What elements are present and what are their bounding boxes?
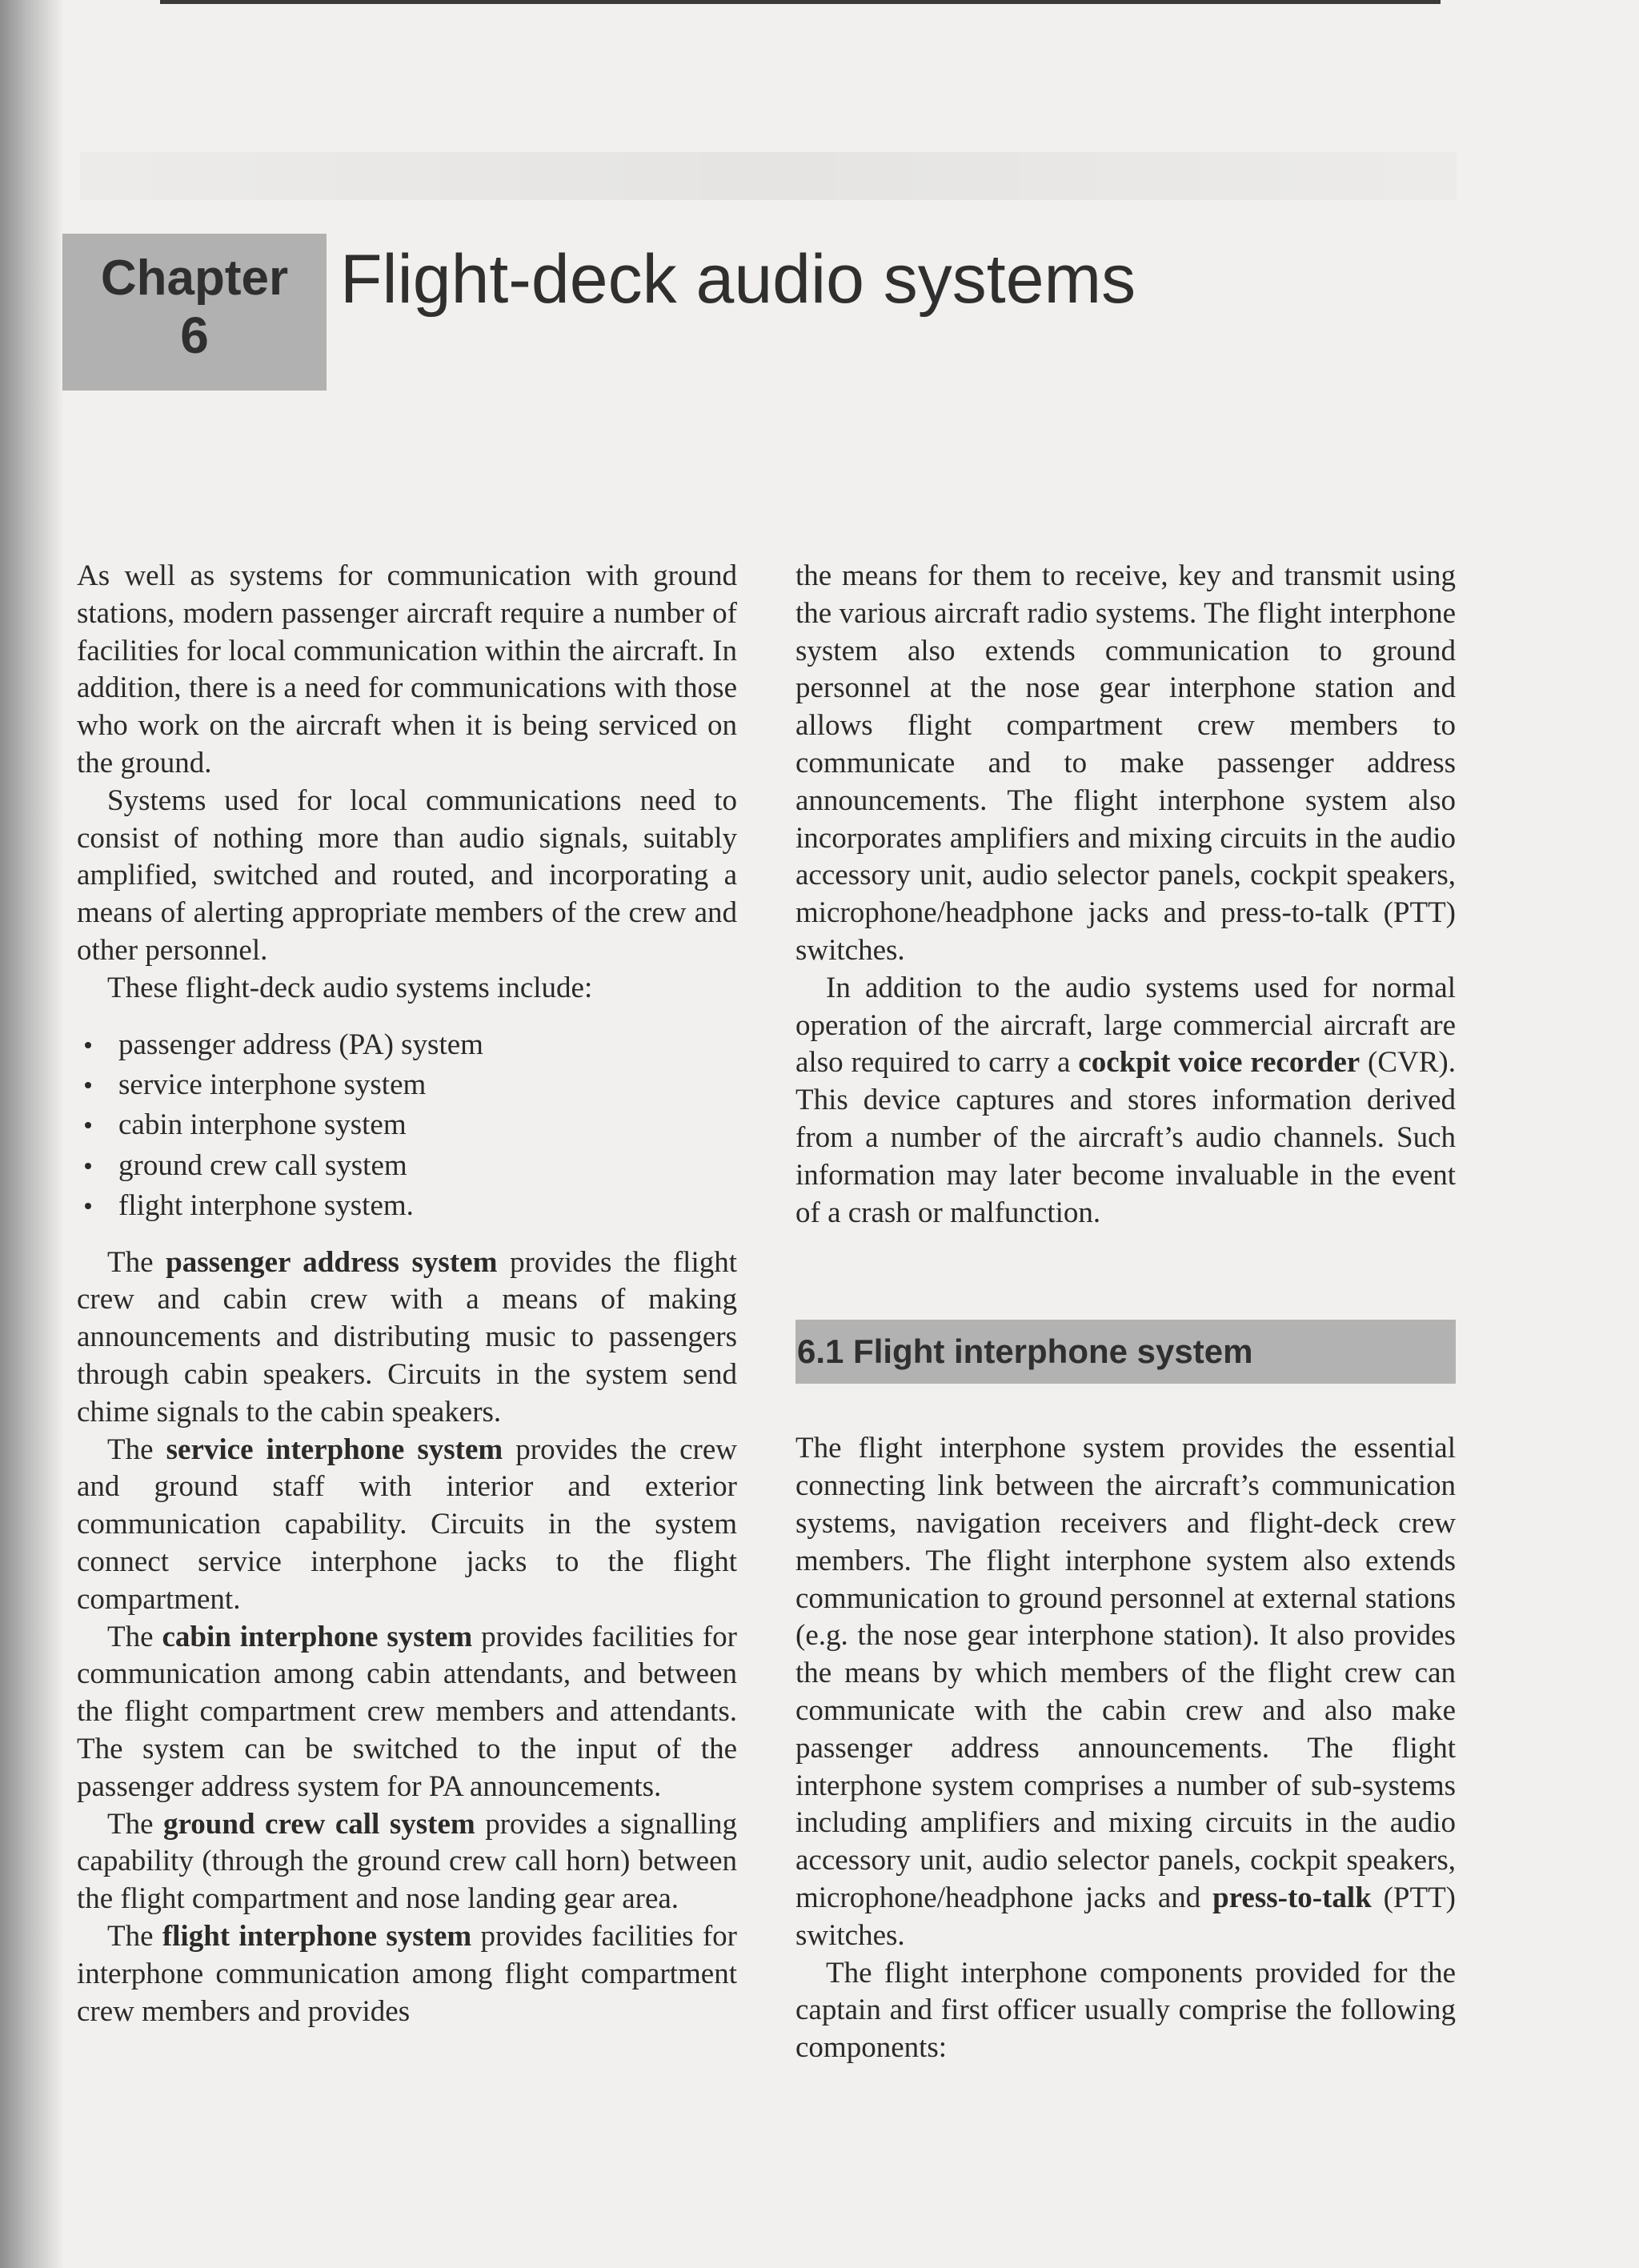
chapter-label-box	[62, 234, 327, 391]
systems-list-intro: These flight-deck audio systems include:	[107, 971, 593, 1004]
flight-term: flight interphone system	[162, 1919, 472, 1953]
cabin-post: provides facilities for communication among cabin attendants, and between the flight compartment crew members and attendants. The system can be switched to the input of the passenger address system for PA announcements.	[77, 1620, 738, 1803]
ptt-term: press-to-talk	[1212, 1881, 1372, 1914]
ground-post: provides a signalling capability (through the ground crew call horn) between the flight compartment and nose landing gear area.	[77, 1807, 737, 1916]
chapter-title: Flight-deck audio systems	[340, 241, 1136, 318]
service-interphone-paragraph	[77, 1432, 737, 1619]
left-column	[77, 558, 737, 2030]
ground-crew-call-paragraph	[77, 1806, 737, 1918]
intro-paragraph: As well as systems for communication with ground stations, modern passenger aircraft require a number of facilities for local communication within the aircraft. In addition, there is a need for communications with those who work on the aircraft when it is being serviced on the ground.	[77, 559, 737, 779]
cabin-pre: The	[107, 1620, 162, 1653]
ground-pre: The	[107, 1807, 164, 1841]
chapter-word: Chapter	[100, 250, 289, 306]
cvr-post: (CVR). This device captures and stores information derived from a number of the aircraft’s audio channels. Such information may later become invaluable in the event of a crash or malfunction.	[795, 1046, 1456, 1229]
pa-post: provides the flight crew and cabin crew with a means of making announcements and distributing music to passengers through cabin speakers. Circuits in the system send chime signals to the cabin speakers.	[77, 1245, 738, 1429]
section-text: The flight interphone system provides the essential connecting link between the aircraft’s communication systems, navigation receivers and flight-deck crew members. The flight interphone system also extends communication to ground personnel at external stations (e.g. the nose gear interphone station). It also provides the means by which members of the flight crew can communicate with the cabin crew and also make passenger address announcements. The flight interphone system comprises a number of sub-systems including amplifiers and mixing circuits in the audio accessory unit, audio selector panels, cockpit speakers, microphone/headphone jacks and	[795, 1432, 1456, 1914]
flight-pre: The	[107, 1919, 162, 1953]
show-through-header	[80, 152, 1457, 200]
service-pre: The	[107, 1433, 166, 1466]
right-column	[795, 558, 1456, 2067]
cvr-paragraph	[795, 970, 1456, 1232]
section-paragraph	[795, 1430, 1456, 1954]
list-item: ground crew call system	[77, 1146, 737, 1186]
ground-term: ground crew call system	[163, 1807, 475, 1841]
cabin-term: cabin interphone system	[162, 1620, 473, 1653]
scan-edge-shadow	[0, 0, 64, 2268]
chapter-number: 6	[180, 307, 209, 364]
pa-system-paragraph	[77, 1244, 737, 1432]
section-post: (PTT) switches.	[795, 1881, 1456, 1952]
section-heading	[795, 1320, 1456, 1384]
service-term: service interphone system	[166, 1433, 503, 1466]
systems-bullet-list	[77, 1025, 737, 1227]
pa-term: passenger address system	[166, 1245, 498, 1279]
list-item: cabin interphone system	[77, 1105, 737, 1145]
cvr-term: cockpit voice recorder	[1078, 1046, 1360, 1080]
cabin-interphone-paragraph	[77, 1619, 737, 1806]
cvr-pre: In addition to the audio systems used for normal operation of the aircraft, large commercial aircraft are also required to carry a	[795, 971, 1456, 1080]
flight-interphone-paragraph	[77, 1918, 737, 2030]
flight-post: provides facilities for interphone communication among flight compartment crew members and provides	[77, 1919, 737, 2028]
list-item: flight interphone system.	[77, 1186, 737, 1226]
continued-paragraph: the means for them to receive, key and transmit using the various aircraft radio systems. The flight interphone system also extends communication to ground personnel at the nose gear interphone station and allows flight compartment crew members to communicate and to make passenger address announcements. The flight interphone system also incorporates amplifiers and mixing circuits in the audio accessory unit, audio selector panels, cockpit speakers, microphone/headphone jacks and press-to-talk (PTT) switches.	[795, 559, 1456, 967]
page-top-rule	[160, 0, 1441, 4]
list-item: service interphone system	[77, 1065, 737, 1105]
service-post: provides the crew and ground staff with interior and exterior communication capability. Circuits in the system connect service interphone jacks to the flight compartment.	[77, 1433, 737, 1616]
list-item: passenger address (PA) system	[77, 1025, 737, 1065]
components-intro-paragraph: The flight interphone components provided for the captain and first officer usually comprise the following components:	[795, 1956, 1456, 2065]
section-heading-text: 6.1 Flight interphone system	[797, 1332, 1253, 1371]
local-comms-paragraph: Systems used for local communications need to consist of nothing more than audio signals, suitably amplified, switched and routed, and incorporating a means of alerting appropriate members of the crew and other personnel.	[77, 783, 737, 967]
pa-pre: The	[107, 1245, 166, 1279]
